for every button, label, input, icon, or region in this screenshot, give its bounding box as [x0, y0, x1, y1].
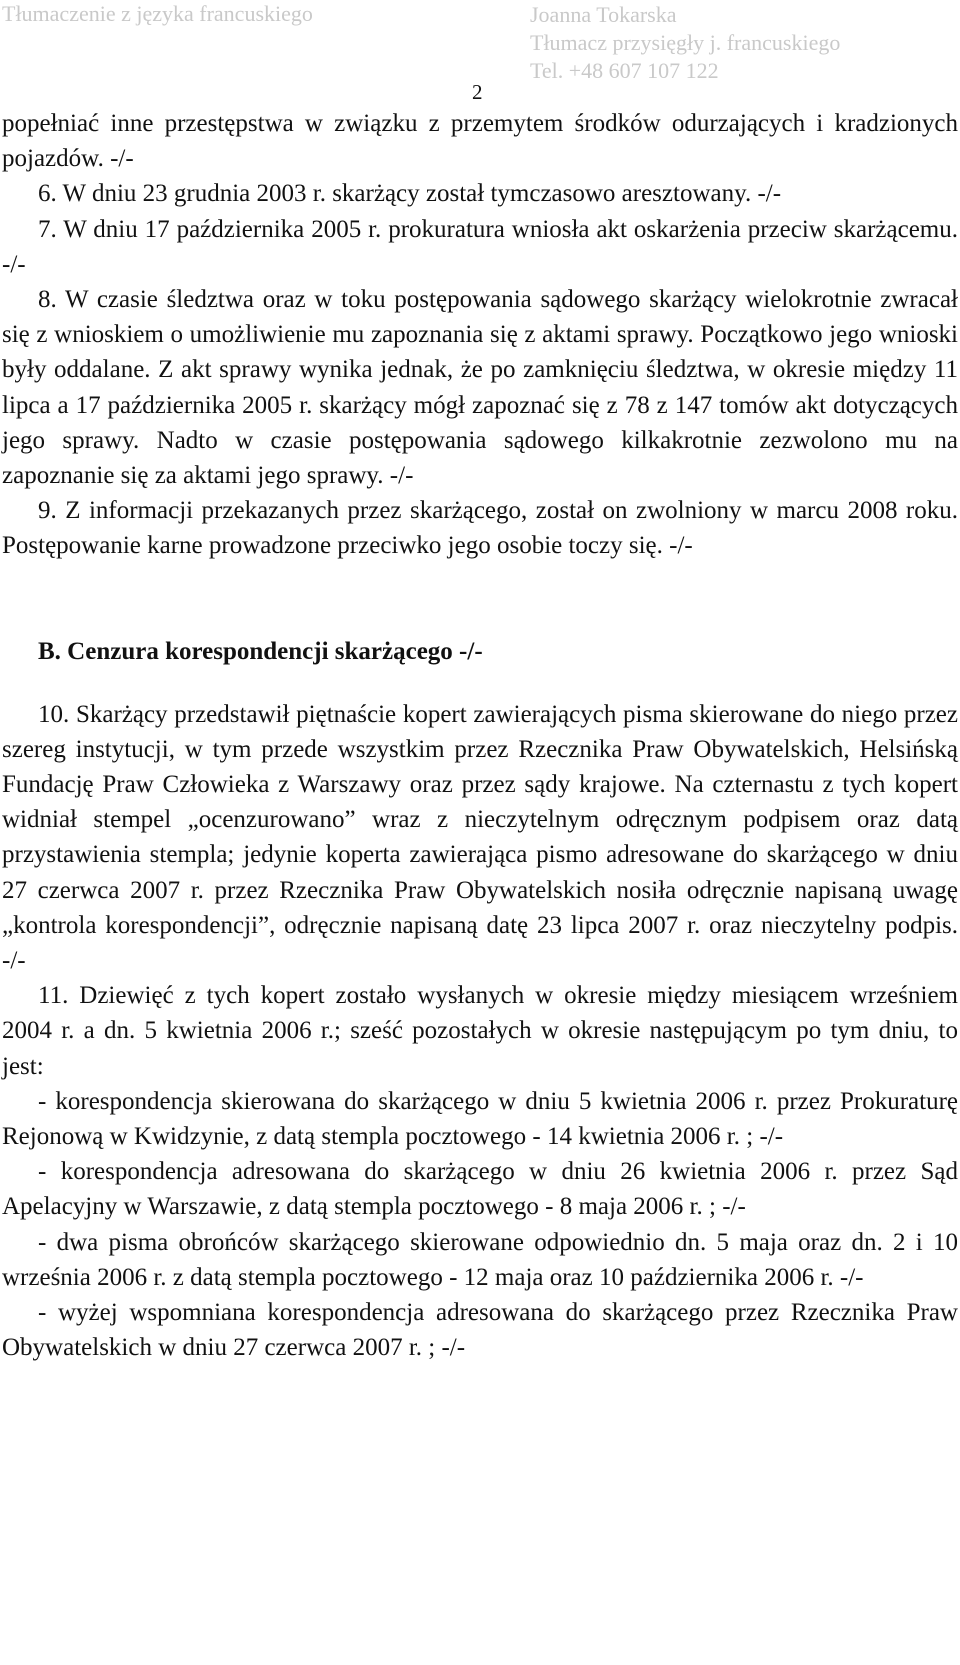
translation-note: Tłumaczenie z języka francuskiego	[2, 1, 313, 26]
paragraph-7: 7. W dniu 17 października 2005 r. prokuratura wniosła akt oskarżenia przeciw skarżącemu. -/-	[2, 215, 958, 278]
paragraph-9: 9. Z informacji przekazanych przez skarżącego, został on zwolniony w marcu 2008 roku. Postępowanie karne prowadzone przeciwko jego osobie toczy się. -/-	[2, 497, 958, 560]
section-heading-b: B. Cenzura korespondencji skarżącego -/-	[38, 637, 483, 665]
translator-phone: Tel. +48 607 107 122	[530, 58, 719, 83]
document-body	[2, 106, 958, 1366]
spacer	[2, 564, 958, 634]
page-number: 2	[472, 80, 483, 104]
translator-info	[530, 1, 840, 85]
list-item-1: - korespondencja skierowana do skarżącego w dniu 5 kwietnia 2006 r. przez Prokuraturę Rejonową w Kwidzynie, z datą stempla pocztowego - 14 kwietnia 2006 r. ; -/-	[2, 1087, 958, 1151]
translator-title: Tłumacz przysięgły j. francuskiego	[530, 30, 841, 55]
list-item-2: - korespondencja adresowana do skarżącego w dniu 26 kwietnia 2006 r. przez Sąd Apelacyjny w Warszawie, z datą stempla pocztowego - 8 maja 2006 r. ; -/-	[2, 1158, 958, 1221]
paragraph-11: 11. Dziewięć z tych kopert zostało wysłanych w okresie między miesiącem wrześniem 2004 r. a dn. 5 kwietnia 2006 r.; sześć pozostałych w okresie następującym po tym dniu, to jest:	[2, 982, 958, 1080]
paragraph-10: 10. Skarżący przedstawił piętnaście kopert zawierających pisma skierowane do niego przez szereg instytucji, w tym przede wszystkim przez Rzecznika Praw Obywatelskich, Helsińską Fundację Praw Człowieka z Warszawy oraz przez sądy krajowe. Na czternastu z tych kopert widniał stempel „ocenzurowano” wraz z nieczytelnym odręcznym podpisem oraz datą przystawienia stempla; jedynie koperta zawierająca pismo adresowane do skarżącego w dniu 27 czerwca 2007 r. przez Rzecznika Praw Obywatelskich nosiła odręcznie napisaną uwagę „kontrola korespondencji”, odręcznie napisaną datę 23 lipca 2007 r. oraz nieczytelny podpis. -/-	[2, 700, 958, 975]
page-header	[0, 0, 960, 90]
list-item-3: - dwa pisma obrońców skarżącego skierowane odpowiednio dn. 5 maja oraz dn. 2 i 10 września 2006 r. z datą stempla pocztowego - 12 maja oraz 10 października 2006 r. -/-	[2, 1228, 958, 1291]
paragraph-8: 8. W czasie śledztwa oraz w toku postępowania sądowego skarżący wielokrotnie zwracał się z wnioskiem o umożliwienie mu zapoznania się z aktami sprawy. Początkowo jego wnioski były oddalane. Z akt sprawy wynika jednak, że po zamknięciu śledztwa, w okresie między 11 lipca a 17 października 2005 r. skarżący mógł zapoznać się z 78 z 147 tomów akt dotyczących jego sprawy. Nadto w czasie postępowania sądowego kilkakrotnie zezwolono mu na zapoznanie się za aktami jego sprawy. -/-	[2, 286, 958, 490]
list-item-4: - wyżej wspomniana korespondencja adresowana do skarżącego przez Rzecznika Praw Obywatelskich w dniu 27 czerwca 2007 r. ; -/-	[2, 1299, 958, 1362]
paragraph-continuation: popełniać inne przestępstwa w związku z przemytem środków odurzających i kradzionych pojazdów. -/-	[2, 110, 958, 173]
translator-name: Joanna Tokarska	[530, 2, 677, 27]
spacer	[2, 670, 958, 697]
paragraph-6: 6. W dniu 23 grudnia 2003 r. skarżący został tymczasowo aresztowany. -/-	[38, 180, 782, 208]
